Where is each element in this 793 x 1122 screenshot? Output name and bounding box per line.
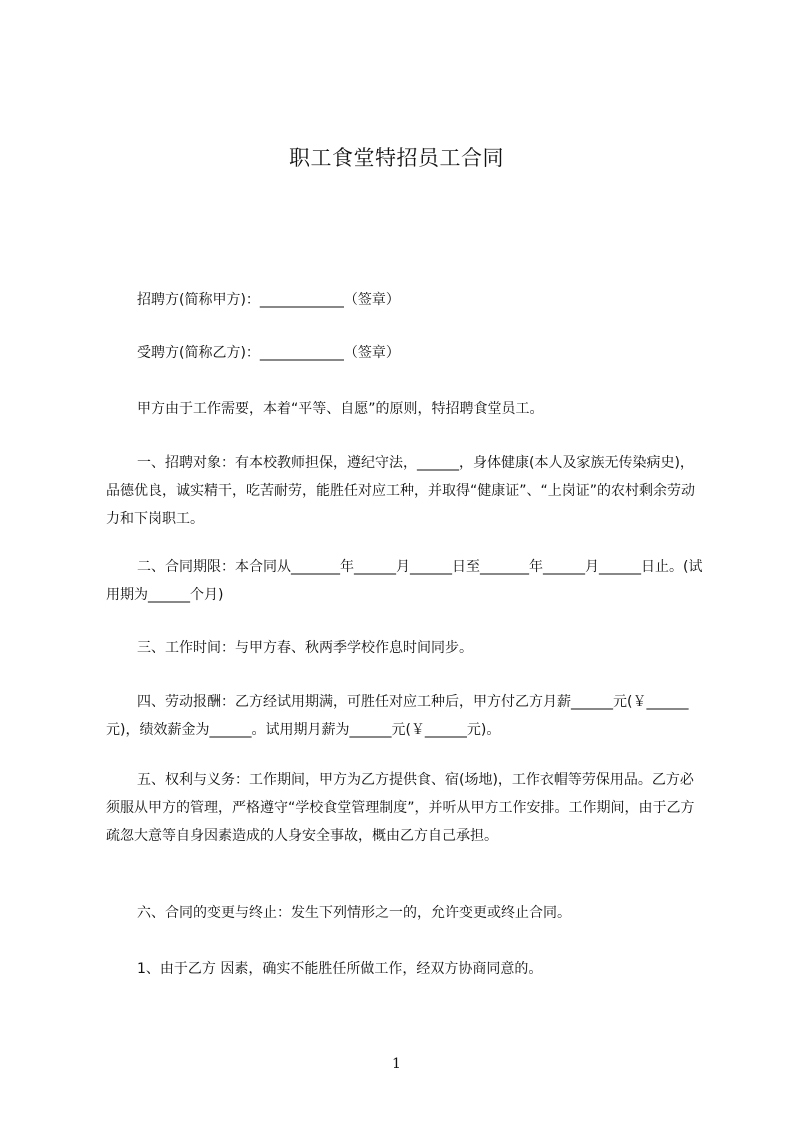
clause-remuneration: 四、劳动报酬：乙方经试用期满，可胜任对应工种后，甲方付乙方月薪______元(￥______元)，绩效薪金为______。试用期月薪为______元(￥______元)。: [106, 694, 689, 738]
clause-change-termination: 六、合同的变更与终止：发生下列情形之一的，允许变更或终止合同。: [137, 905, 571, 921]
employer-line: 招聘方(简称甲方)：____________（签章）: [137, 292, 400, 308]
termination-item-1: 1、由于乙方 因素，确实不能胜任所做工作，经双方协商同意的。: [137, 961, 543, 977]
clause-rights-obligations: 五、权利与义务：工作期间，甲方为乙方提供食、宿(场地)，工作衣帽等劳保用品。乙方必须服从甲方的管理，严格遵守“学校食堂管理制度”，并听从甲方工作安排。工作期间，由于乙方疏忽大意等自身因素造成的人身安全事故，概由乙方自己承担。: [106, 772, 695, 844]
clause-working-hours: 三、工作时间：与甲方春、秋两季学校作息时间同步。: [137, 640, 473, 656]
page-number: 1: [392, 1056, 401, 1072]
employee-line: 受聘方(简称乙方)：____________（签章）: [137, 345, 400, 361]
clause-contract-term: 二、合同期限：本合同从_______年______月______日至_______年______月______日止。(试用期为______个月): [106, 559, 703, 603]
clause-recruitment-target: 一、招聘对象：有本校教师担保，遵纪守法，______，身体健康(本人及家族无传染病史)，品德优良，诚实精干，吃苦耐劳，能胜任对应工种，并取得“健康证”、“上岗证”的农村剩余劳动力和下岗职工。: [106, 455, 696, 527]
document-title: 职工食堂特招员工合同: [289, 146, 504, 170]
preamble-paragraph: 甲方由于工作需要，本着“平等、自愿”的原则，特招聘食堂员工。: [137, 401, 544, 417]
